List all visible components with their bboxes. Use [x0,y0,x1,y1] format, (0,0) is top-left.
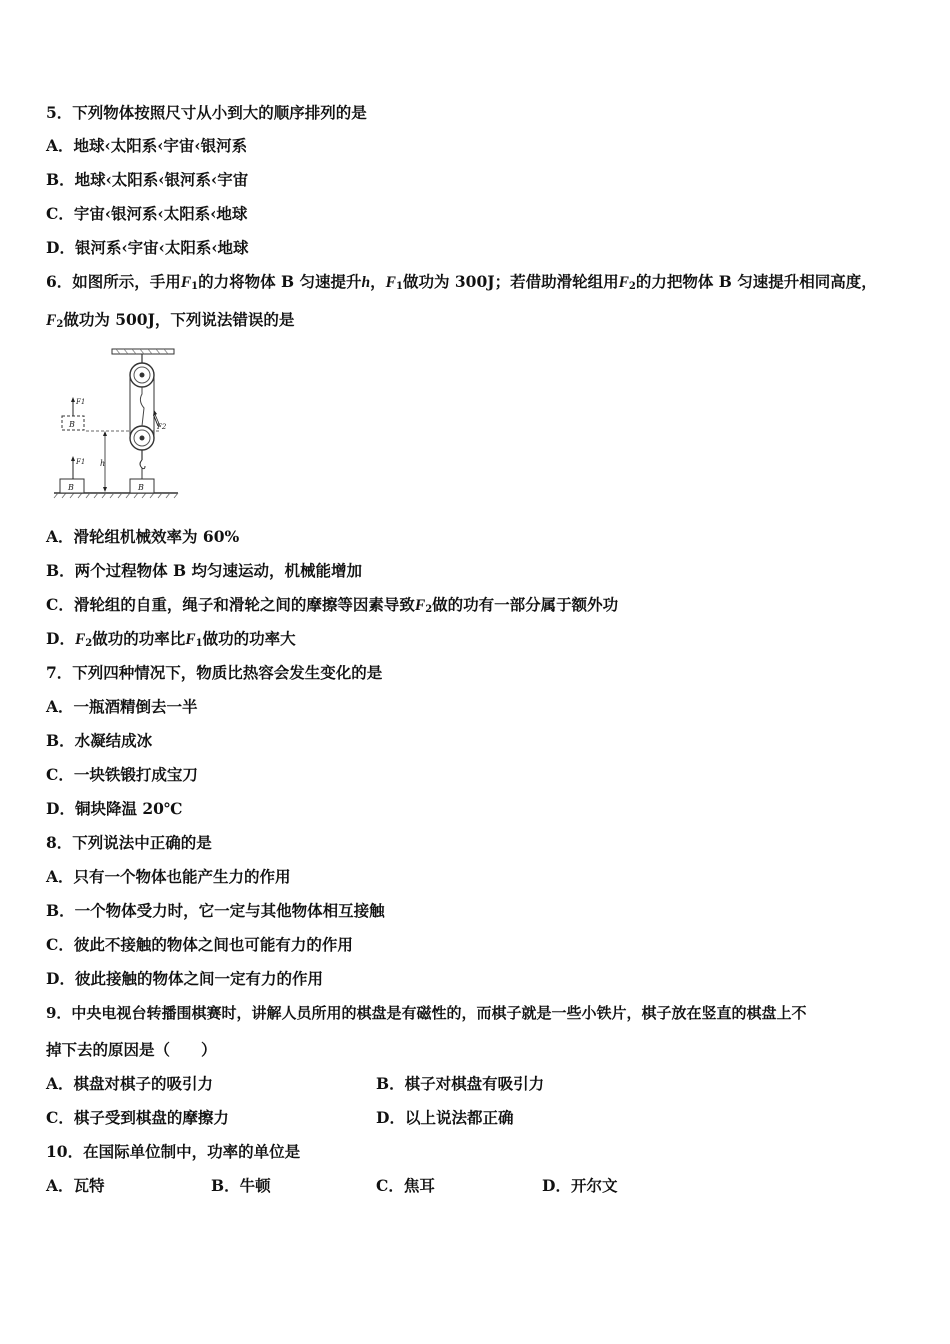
q8-option-a: A．只有一个物体也能产生力的作用 [46,867,291,886]
q6-option-c: C．滑轮组的自重，绳子和滑轮之间的摩擦等因素导致$F_2$做的功有一部分属于额外功 [46,595,619,615]
q10-option-b: B．牛顿 [211,1176,271,1195]
q9-option-d: D．以上说法都正确 [376,1108,514,1127]
q7-option-a: A．一瓶酒精倒去一半 [46,697,198,716]
q5-stem: 5．下列物体按照尺寸从小到大的顺序排列的是 [46,103,367,122]
q5-option-b: B．地球‹太阳系‹银河系‹宇宙 [46,170,249,189]
q6-stem-line1: 6．如图所示，手用$F_1$的力将物体 B 匀速提升h，$F_1$做功为 300J；若借助滑轮组用$F_2$的力把物体 B 匀速提升相同高度， [46,272,877,292]
label-b-ground: B [68,483,74,492]
q6-stem-line2: $F_2$做功为 500J，下列说法错误的是 [46,310,295,330]
q5-option-d: D．银河系‹宇宙‹太阳系‹地球 [46,238,249,257]
q5-option-c: C．宇宙‹银河系‹太阳系‹地球 [46,204,248,223]
label-h: h [100,459,106,468]
label-b-raised: B [69,420,75,429]
q9-option-c: C．棋子受到棋盘的摩擦力 [46,1108,229,1127]
q8-option-d: D．彼此接触的物体之间一定有力的作用 [46,969,323,988]
label-f1-bottom: F1 [76,458,86,466]
q10-option-d: D．开尔文 [542,1176,618,1195]
label-f1-top: F1 [76,398,86,406]
q9-option-b: B．棋子对棋盘有吸引力 [376,1074,545,1093]
q6-option-d: D．$F_2$做功的功率比$F_1$做功的功率大 [46,629,296,649]
q7-option-d: D．铜块降温 20℃ [46,799,183,818]
label-b-pulley: B [138,483,144,492]
q8-option-b: B．一个物体受力时，它一定与其他物体相互接触 [46,901,385,920]
q8-stem: 8．下列说法中正确的是 [46,833,212,852]
q9-option-a: A．棋盘对棋子的吸引力 [46,1074,214,1093]
label-f2: F2 [157,423,167,431]
pulley-figure [50,346,182,502]
q7-option-b: B．水凝结成冰 [46,731,153,750]
q9-stem-line2: 掉下去的原因是（ ） [46,1040,217,1059]
q6-option-a: A．滑轮组机械效率为 60% [46,527,240,546]
q7-option-c: C．一块铁锻打成宝刀 [46,765,198,784]
q7-stem: 7．下列四种情况下，物质比热容会发生变化的是 [46,663,383,682]
q10-stem: 10．在国际单位制中，功率的单位是 [46,1142,301,1161]
q5-option-a: A．地球‹太阳系‹宇宙‹银河系 [46,136,248,155]
q9-stem-line1: 9．中央电视台转播围棋赛时，讲解人员所用的棋盘是有磁性的，而棋子就是一些小铁片，棋子放在竖直的棋盘上不 [46,1004,807,1022]
pulley-diagram [50,346,182,502]
q10-option-a: A．瓦特 [46,1176,105,1195]
q8-option-c: C．彼此不接触的物体之间也可能有力的作用 [46,935,353,954]
q6-option-b: B．两个过程物体 B 均匀速运动，机械能增加 [46,561,362,580]
q10-option-c: C．焦耳 [376,1176,435,1195]
